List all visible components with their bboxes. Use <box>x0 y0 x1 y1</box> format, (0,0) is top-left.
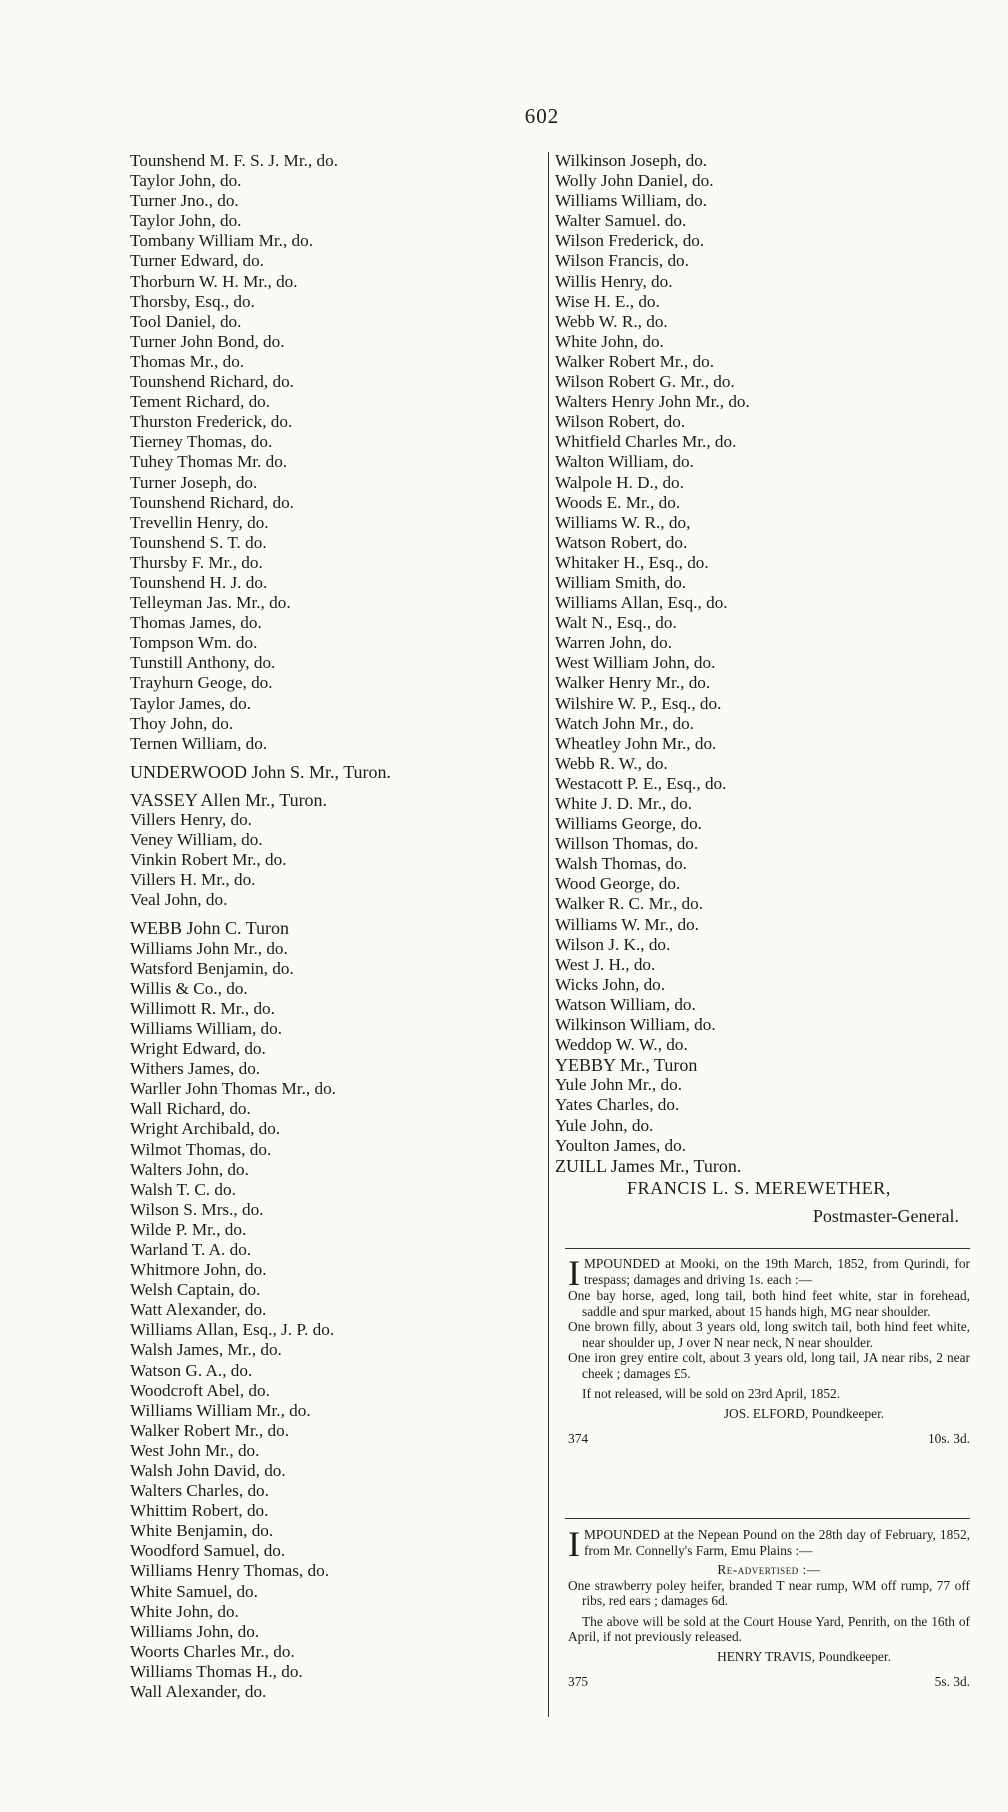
name-entry: Wilkinson Joseph, do. <box>555 151 708 170</box>
name-entry: Woodford Samuel, do. <box>130 1541 286 1561</box>
name-entry: Thurston Frederick, do. <box>130 412 293 432</box>
name-entry: YEBBY Mr., Turon <box>555 1055 698 1076</box>
name-entry: Villers Henry, do. <box>130 810 252 829</box>
name-entry: Warller John Thomas Mr., do. <box>130 1079 336 1099</box>
name-entry: White John, do. <box>130 1601 239 1621</box>
name-entry: Wright Archibald, do. <box>130 1119 281 1139</box>
name-entry: Weddop W. W., do. <box>555 1035 688 1055</box>
name-entry: Wilkinson William, do. <box>555 1015 716 1035</box>
notice-subhead: Re-advertised :— <box>717 1562 821 1577</box>
name-entry: Wise H. E., do. <box>555 291 660 311</box>
name-entry: Williams William, do. <box>130 1018 283 1038</box>
name-entry: West William John, do. <box>555 653 716 673</box>
name-entry: Tounshend M. F. S. J. Mr., do. <box>130 151 338 170</box>
name-entry: Yule John Mr., do. <box>555 1075 682 1095</box>
name-entry: Thomas Mr., do. <box>130 351 245 371</box>
name-entry: Thomas James, do. <box>130 613 262 633</box>
name-entry: Williams W. R., do, <box>555 512 691 532</box>
name-entry: Williams John Mr., do. <box>130 938 288 958</box>
name-entry: Warland T. A. do. <box>130 1239 252 1259</box>
notice-sale-text: The above will be sold at the Court House Yard, Penrith, on the 16th of April, if not previously released. <box>568 1613 970 1644</box>
name-entry: Turner John Bond, do. <box>130 331 285 351</box>
name-entry: Wilson Frederick, do. <box>555 231 705 251</box>
name-entry: Thoy John, do. <box>130 713 234 733</box>
name-entry: Wheatley John Mr., do. <box>555 733 717 753</box>
signature-title: Postmaster-General. <box>812 1206 959 1226</box>
name-entry: West John Mr., do. <box>130 1440 260 1460</box>
name-entry: Yule John, do. <box>555 1115 654 1135</box>
name-entry: Wilmot Thomas, do. <box>130 1139 272 1159</box>
name-entry: Tombany William Mr., do. <box>130 231 314 251</box>
name-entry: Wall Alexander, do. <box>130 1682 267 1702</box>
name-entry: Webb R. W., do. <box>555 753 668 773</box>
name-entry: Wilde P. Mr., do. <box>130 1219 247 1239</box>
name-entry: Yates Charles, do. <box>555 1095 680 1115</box>
impound-notice-374 <box>568 1253 970 1447</box>
name-entry: William Smith, do. <box>555 572 687 592</box>
name-entry: Walker Henry Mr., do. <box>555 673 711 693</box>
name-entry: Williams Allan, Esq., do. <box>555 593 728 613</box>
name-entry: Tierney Thomas, do. <box>130 432 273 452</box>
name-entry: Taylor John, do. <box>130 211 242 231</box>
name-entry: Welsh Captain, do. <box>130 1280 261 1300</box>
name-entry: Trayhurn Geoge, do. <box>130 673 273 693</box>
name-entry: White John, do. <box>555 331 664 351</box>
notice-fee: 5s. 3d. <box>934 1674 970 1689</box>
name-entry: Walker Robert Mr., do. <box>130 1420 289 1440</box>
name-entry: Vinkin Robert Mr., do. <box>130 850 287 870</box>
name-entry: Villers H. Mr., do. <box>130 870 256 890</box>
name-entry: Wall Richard, do. <box>130 1099 251 1119</box>
name-entry: Watson G. A., do. <box>130 1360 253 1380</box>
notice-signer: JOS. ELFORD, Poundkeeper. <box>723 1405 885 1421</box>
name-entry: Wright Edward, do. <box>130 1039 266 1059</box>
name-entry: Willis Henry, do. <box>555 271 673 291</box>
name-entry: Walsh James, Mr., do. <box>130 1340 282 1360</box>
name-entry: Walters John, do. <box>130 1159 249 1179</box>
name-entry: Tompson Wm. do. <box>130 633 258 653</box>
name-entry: Williams Allan, Esq., J. P. do. <box>130 1320 335 1340</box>
left-name-column <box>130 151 550 1702</box>
name-entry: Turner Jno., do. <box>130 191 239 211</box>
name-entry: Wilson Francis, do. <box>555 251 689 271</box>
name-entry: Wolly John Daniel, do. <box>555 171 714 191</box>
name-entry: Tounshend Richard, do. <box>130 492 294 512</box>
name-entry: White J. D. Mr., do. <box>555 794 693 813</box>
name-entry: ZUILL James Mr., Turon. <box>555 1155 742 1176</box>
name-entry: Watson Robert, do. <box>555 532 688 552</box>
page-number: 602 <box>524 104 560 128</box>
section-gap <box>130 910 550 918</box>
name-entry: White Samuel, do. <box>130 1581 258 1601</box>
name-entry: Warren John, do. <box>555 633 672 653</box>
name-entry: Thursby F. Mr., do. <box>130 552 263 572</box>
name-entry: Taylor John, do. <box>130 171 242 191</box>
name-entry: Tounshend H. J. do. <box>130 572 268 592</box>
name-entry: Watson William, do. <box>555 994 696 1014</box>
notice-number: 375 <box>568 1674 589 1689</box>
name-entry: Wilshire W. P., Esq., do. <box>555 693 722 713</box>
name-entry: VASSEY Allen Mr., Turon. <box>130 789 328 810</box>
notice-item: One iron grey entire colt, about 3 years old, long tail, JA near ribs, 2 near cheek ; damages £5. <box>568 1350 970 1381</box>
name-entry: Willson Thomas, do. <box>555 834 699 854</box>
name-entry: Tounshend S. T. do. <box>130 532 267 552</box>
notice-intro: MPOUNDED at Mooki, on the 19th March, 1852, from Qurindi, for trespass; damages and driving 1s. each :— <box>584 1256 970 1287</box>
name-entry: Veney William, do. <box>130 830 263 850</box>
name-entry: Watsford Benjamin, do. <box>130 958 294 978</box>
name-entry: Tounshend Richard, do. <box>130 372 294 392</box>
name-entry: Woods E. Mr., do. <box>555 492 681 512</box>
name-entry: Walters Henry John Mr., do. <box>555 392 750 412</box>
name-entry: WEBB John C. Turon <box>130 918 290 939</box>
name-entry: Thorburn W. H. Mr., do. <box>130 271 298 291</box>
name-entry: Walters Charles, do. <box>130 1481 269 1501</box>
name-entry: Taylor James, do. <box>130 693 251 713</box>
name-entry: Whittim Robert, do. <box>130 1501 269 1521</box>
signature-name: FRANCIS L. S. MEREWETHER, <box>627 1178 892 1198</box>
name-entry: Thorsby, Esq., do. <box>130 291 255 311</box>
name-entry: Whitaker H., Esq., do. <box>555 552 709 572</box>
notice-item: One strawberry poley heifer, branded T near rump, WM off rump, 77 off ribs, red ears ; damages 6d. <box>568 1577 970 1608</box>
notice-item: One brown filly, about 3 years old, long switch tail, both hind feet white, near shoulder up, J over N near neck, N near shoulder. <box>568 1319 970 1350</box>
signature-block <box>555 1176 975 1228</box>
name-entry: Walpole H. D., do. <box>555 472 684 492</box>
name-entry: Wilson J. K., do. <box>555 934 671 954</box>
name-entry: Walsh Thomas, do. <box>555 854 687 874</box>
name-entry: Woorts Charles Mr., do. <box>130 1641 295 1661</box>
notice-fee: 10s. 3d. <box>927 1431 970 1446</box>
name-entry: Walker Robert Mr., do. <box>555 351 714 371</box>
name-entry: Tool Daniel, do. <box>130 311 242 331</box>
name-entry: Williams W. Mr., do. <box>555 914 699 934</box>
name-entry: Wilson Robert G. Mr., do. <box>555 372 735 392</box>
name-entry: Williams Thomas H., do. <box>130 1661 303 1681</box>
name-entry: Williams William Mr., do. <box>130 1400 311 1420</box>
name-entry: Telleyman Jas. Mr., do. <box>130 593 291 613</box>
notice-item: One bay horse, aged, long tail, both hind feet white, star in forehead, saddle and spur marked, about 15 hands high, MG near shoulder. <box>568 1288 970 1319</box>
name-entry: Trevellin Henry, do. <box>130 512 269 532</box>
name-entry: Wilson S. Mrs., do. <box>130 1199 264 1219</box>
notice-number: 374 <box>568 1431 589 1446</box>
notice-rule-middle <box>565 1518 970 1519</box>
dropcap: I <box>568 1524 580 1564</box>
name-entry: Willis & Co., do. <box>130 978 248 998</box>
name-entry: Walt N., Esq., do. <box>555 613 677 633</box>
notice-intro: MPOUNDED at the Nepean Pound on the 28th day of February, 1852, from Mr. Connelly's Farm, Emu Plains :— <box>584 1527 970 1558</box>
name-entry: Williams John, do. <box>130 1621 260 1641</box>
name-entry: Tunstill Anthony, do. <box>130 653 276 673</box>
name-entry: Walsh T. C. do. <box>130 1179 236 1199</box>
name-entry: Tement Richard, do. <box>130 392 271 412</box>
section-gap <box>130 754 550 762</box>
name-entry: Wood George, do. <box>555 874 681 894</box>
name-entry: Williams Henry Thomas, do. <box>130 1561 330 1581</box>
impound-notice-375 <box>568 1524 970 1690</box>
name-entry: Westacott P. E., Esq., do. <box>555 773 727 793</box>
name-entry: Wicks John, do. <box>555 974 666 994</box>
name-entry: Whitfield Charles Mr., do. <box>555 432 737 452</box>
name-entry: UNDERWOOD John S. Mr., Turon. <box>130 761 392 782</box>
right-name-column <box>555 151 975 1176</box>
name-entry: Willimott R. Mr., do. <box>130 998 275 1018</box>
column-divider <box>548 152 549 1717</box>
section-gap <box>130 782 550 790</box>
dropcap: I <box>568 1253 580 1293</box>
name-entry: Withers James, do. <box>130 1059 261 1079</box>
name-entry: Williams George, do. <box>555 814 702 834</box>
name-entry: Turner Joseph, do. <box>130 472 258 492</box>
name-entry: Woodcroft Abel, do. <box>130 1380 270 1400</box>
name-entry: Wilson Robert, do. <box>555 412 686 432</box>
notice-rule-top <box>565 1248 970 1249</box>
name-entry: Youlton James, do. <box>555 1135 686 1155</box>
name-entry: Walker R. C. Mr., do. <box>555 894 704 914</box>
name-entry: West J. H., do. <box>555 954 656 974</box>
name-entry: Watt Alexander, do. <box>130 1300 267 1320</box>
name-entry: Watch John Mr., do. <box>555 713 694 733</box>
name-entry: Whitmore John, do. <box>130 1260 267 1280</box>
name-entry: Ternen William, do. <box>130 733 268 753</box>
name-entry: Webb W. R., do. <box>555 311 668 331</box>
name-entry: White Benjamin, do. <box>130 1521 274 1541</box>
notice-sale-text: If not released, will be sold on 23rd April, 1852. <box>582 1386 841 1401</box>
notice-signer: HENRY TRAVIS, Poundkeeper. <box>717 1648 891 1664</box>
name-entry: Walton William, do. <box>555 452 694 472</box>
name-entry: Walter Samuel. do. <box>555 211 687 231</box>
name-entry: Veal John, do. <box>130 890 228 910</box>
name-entry: Tuhey Thomas Mr. do. <box>130 452 288 472</box>
name-entry: Walsh John David, do. <box>130 1461 286 1480</box>
name-entry: Williams William, do. <box>555 191 708 211</box>
name-entry: Turner Edward, do. <box>130 251 264 271</box>
